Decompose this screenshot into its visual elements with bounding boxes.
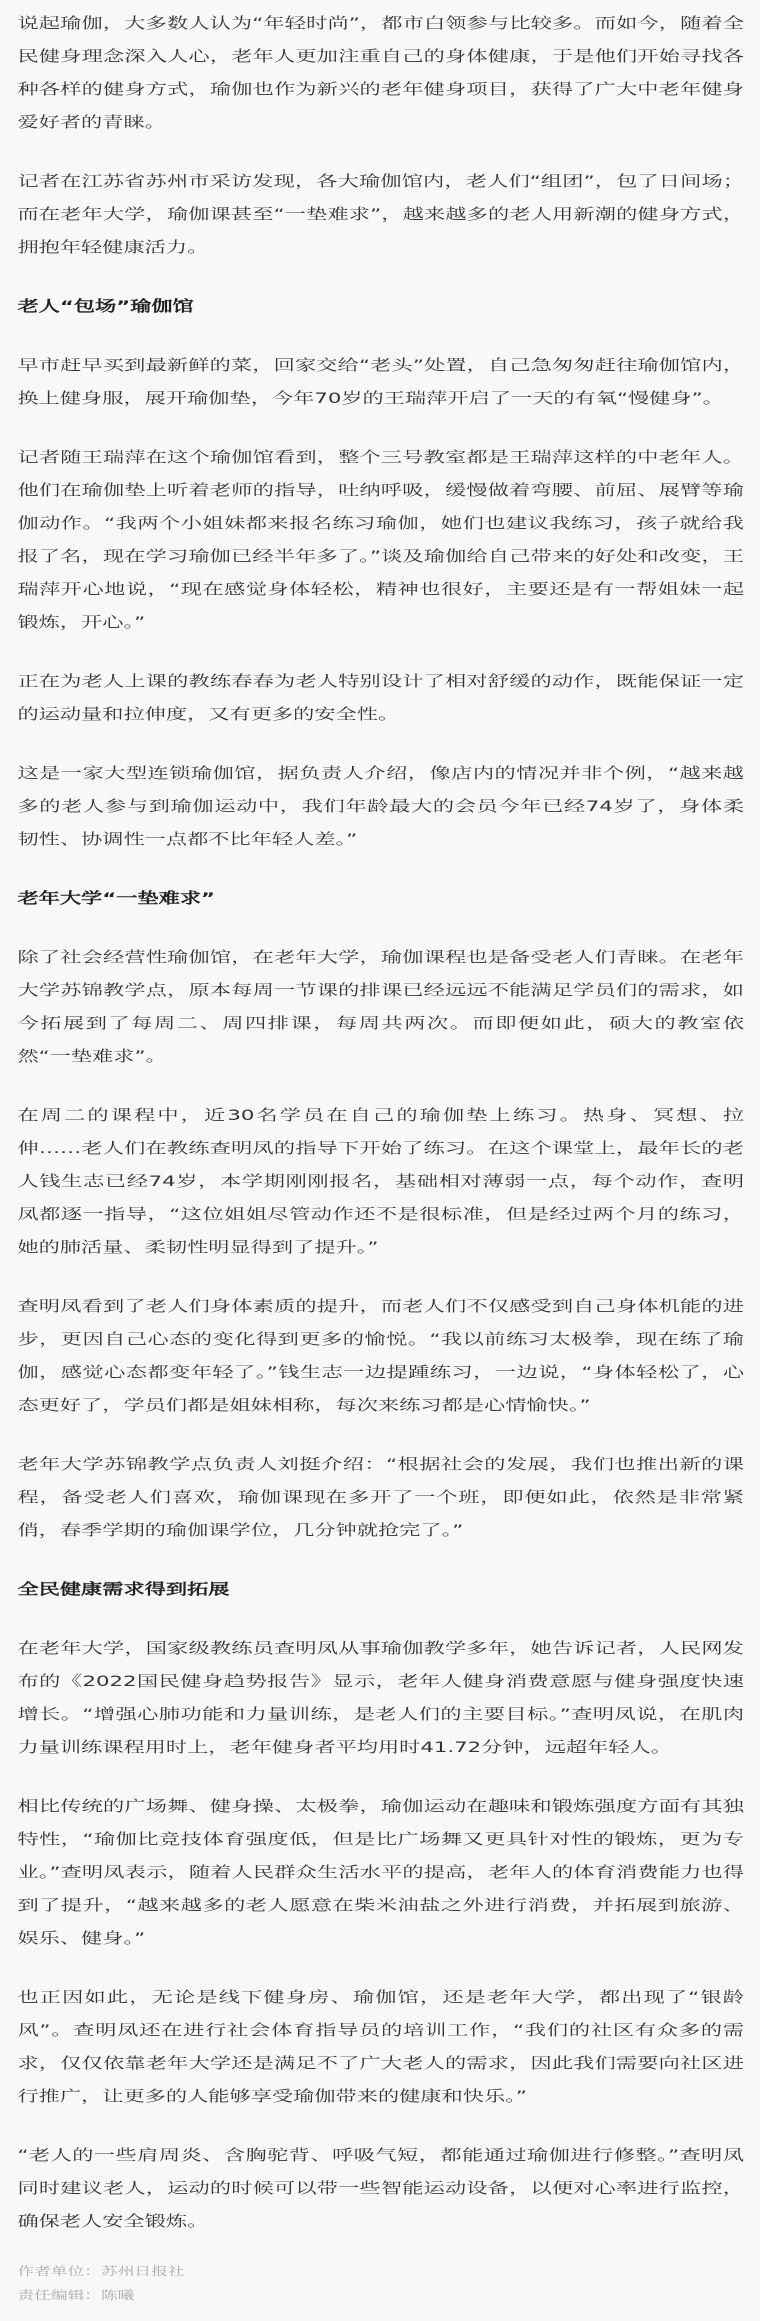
section-heading: 全民健康需求得到拓展 — [17, 1581, 230, 1598]
paragraph: 除了社会经营性瑜伽馆，在老年大学，瑜伽课程也是备受老人们青睐。在老年大学苏锦教学点，原本每周一节课的排课已经远远不能满足学员们的需求，如今拓展到了每周二、周四排课，每周共两次。而即便如此，硕大的教室依然“一垫难求”。 — [17, 949, 745, 1065]
responsible-editor: 责任编辑：陈曦 — [17, 2288, 135, 2302]
paragraph: 记者随王瑞萍在这个瑜伽馆看到，整个三号教室都是王瑞萍这样的中老年人。他们在瑜伽垫上听着老师的指导，吐纳呼吸，缓慢做着弯腰、前屈、展臂等瑜伽动作。“我两个小姐妹都来报名练习瑜伽，她们也建议我练习，孩子就给我报了名，现在学习瑜伽已经半年多了。”谈及瑜伽给自己带来的好处和改变，王瑞萍开心地说，“现在感觉身体轻松，精神也很好，主要还是有一帮姐妹一起锻炼，开心。” — [17, 449, 745, 631]
section-heading: 老年大学“一垫难求” — [17, 890, 215, 907]
paragraph: 也正因如此，无论是线下健身房、瑜伽馆，还是老年大学，都出现了“银龄风”。查明凤还在进行社会体育指导员的培训工作，“我们的社区有众多的需求，仅仅依靠老年大学还是满足不了广大老人的需求，因此我们需要向社区进行推广，让更多的人能够享受瑜伽带来的健康和快乐。” — [17, 1989, 745, 2105]
paragraph: 在老年大学，国家级教练员查明凤从事瑜伽教学多年，她告诉记者，人民网发布的《2022国民健身趋势报告》显示，老年人健身消费意愿与健身强度快速增长。“增强心肺功能和力量训练，是老人们的主要目标。”查明凤说，在肌肉力量训练课程用时上，老年健身者平均用时41.72分钟，远超年轻人。 — [17, 1640, 745, 1756]
paragraph: 查明凤看到了老人们身体素质的提升，而老人们不仅感受到自己身体机能的进步，更因自己心态的变化得到更多的愉悦。“我以前练习太极拳，现在练了瑜伽，感觉心态都变年轻了。”钱生志一边提踵练习，一边说，“身体轻松了，心态更好了，学员们都是姐妹相称，每次来练习都是心情愉快。” — [17, 1298, 745, 1414]
paragraph: 记者在江苏省苏州市采访发现，各大瑜伽馆内，老人们“组团”，包了日间场；而在老年大学，瑜伽课甚至“一垫难求”，越来越多的老人用新潮的健身方式，拥抱年轻健康活力。 — [17, 173, 745, 256]
paragraph: 说起瑜伽，大多数人认为“年轻时尚”，都市白领参与比较多。而如今，随着全民健身理念深入人心，老年人更加注重自己的身体健康，于是他们开始寻找各种各样的健身方式，瑜伽也作为新兴的老年健身项目，获得了广大中老年健身爱好者的青睐。 — [17, 15, 745, 131]
author-unit: 作者单位：苏州日报社 — [17, 2264, 185, 2278]
paragraph: 在周二的课程中，近30名学员在自己的瑜伽垫上练习。热身、冥想、拉伸……老人们在教练查明凤的指导下开始了练习。在这个课堂上，最年长的老人钱生志已经74岁，本学期刚刚报名，基础相对薄弱一点，每个动作，查明凤都逐一指导，“这位姐姐尽管动作还不是很标准，但是经过两个月的练习，她的肺活量、柔韧性明显得到了提升。” — [17, 1107, 745, 1256]
paragraph: 老年大学苏锦教学点负责人刘挺介绍：“根据社会的发展，我们也推出新的课程，备受老人们喜欢，瑜伽课现在多开了一个班，即便如此，依然是非常紧俏，春季学期的瑜伽课学位，几分钟就抢完了。” — [17, 1456, 745, 1539]
paragraph: 相比传统的广场舞、健身操、太极拳，瑜伽运动在趣味和锻炼强度方面有其独特性，“瑜伽比竞技体育强度低，但是比广场舞又更具针对性的锻炼，更为专业。”查明凤表示，随着人民群众生活水平的提高，老年人的体育消费能力也得到了提升，“越来越多的老人愿意在柴米油盐之外进行消费，并拓展到旅游、娱乐、健身。” — [17, 1798, 745, 1947]
paragraph: 早市赶早买到最新鲜的菜，回家交给“老头”处置，自己急匆匆赶往瑜伽馆内，换上健身服，展开瑜伽垫，今年70岁的王瑞萍开启了一天的有氧“慢健身”。 — [17, 357, 745, 407]
section-heading: 老人“包场”瑜伽馆 — [17, 298, 194, 315]
paragraph: 这是一家大型连锁瑜伽馆，据负责人介绍，像店内的情况并非个例，“越来越多的老人参与到瑜伽运动中，我们年龄最大的会员今年已经74岁了，身体柔韧性、协调性一点都不比年轻人差。” — [17, 765, 745, 848]
paragraph: “老人的一些肩周炎、含胸驼背、呼吸气短，都能通过瑜伽进行修整。”查明凤同时建议老人，运动的时候可以带一些智能运动设备，以便对心率进行监控，确保老人安全锻炼。 — [17, 2147, 745, 2230]
article-footer — [17, 2259, 744, 2307]
paragraph: 正在为老人上课的教练春春为老人特别设计了相对舒缓的动作，既能保证一定的运动量和拉伸度，又有更多的安全性。 — [17, 673, 745, 723]
